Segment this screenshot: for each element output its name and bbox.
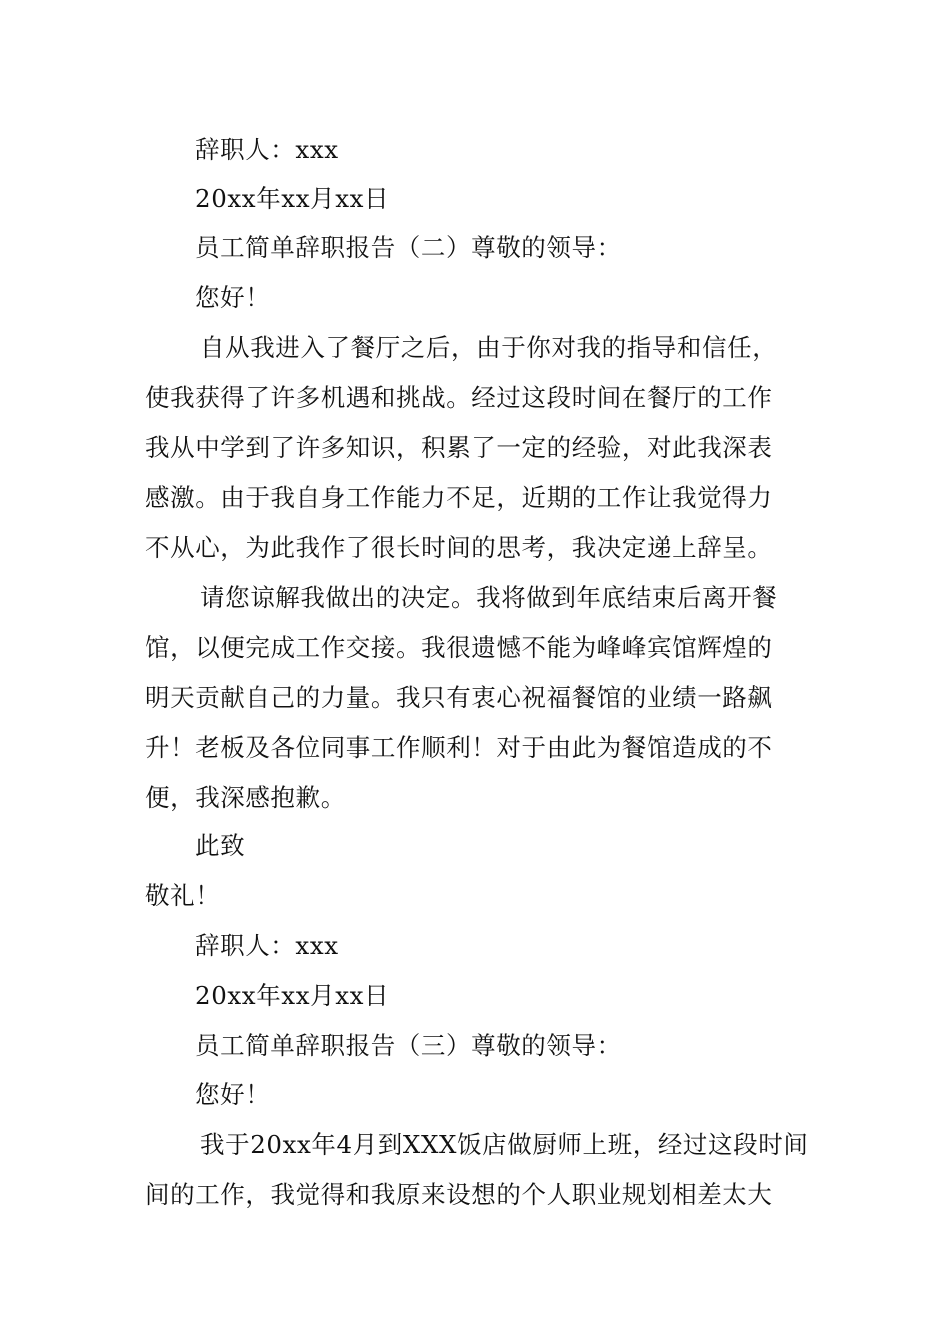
paragraph-line: 自从我进入了餐厅之后，由于你对我的指导和信任， (200, 333, 778, 362)
paragraph-line: 明天贡献自己的力量。我只有衷心祝福餐馆的业绩一路飙 (145, 683, 773, 712)
greeting-line: 您好！ (195, 283, 271, 312)
signature-line: 辞职人：xxx (195, 931, 339, 960)
paragraph-line: 感激。由于我自身工作能力不足，近期的工作让我觉得力 (145, 483, 773, 512)
section-heading: 员工简单辞职报告（二）尊敬的领导： (195, 233, 622, 262)
paragraph-line: 馆，以便完成工作交接。我很遗憾不能为峰峰宾馆辉煌的 (145, 633, 773, 662)
paragraph-line: 我于20xx年4月到XXX饭店做厨师上班，经过这段时间 (200, 1130, 809, 1159)
closing-line: 此致 (195, 831, 246, 860)
paragraph-line: 便，我深感抱歉。 (145, 783, 346, 812)
section-heading: 员工简单辞职报告（三）尊敬的领导： (195, 1031, 622, 1060)
salutation-line: 敬礼！ (145, 881, 221, 910)
signature-line: 辞职人：xxx (195, 135, 339, 164)
paragraph-line: 请您谅解我做出的决定。我将做到年底结束后离开餐 (200, 583, 778, 612)
paragraph-line: 我从中学到了许多知识，积累了一定的经验，对此我深表 (145, 433, 773, 462)
date-line: 20xx年xx月xx日 (195, 981, 390, 1010)
paragraph-line: 使我获得了许多机遇和挑战。经过这段时间在餐厅的工作 (145, 383, 773, 412)
paragraph-line: 升！老板及各位同事工作顺利！对于由此为餐馆造成的不 (145, 733, 773, 762)
paragraph-line: 不从心，为此我作了很长时间的思考，我决定递上辞呈。 (145, 533, 773, 562)
greeting-line: 您好！ (195, 1080, 271, 1109)
paragraph-line: 间的工作，我觉得和我原来设想的个人职业规划相差太大 (145, 1180, 773, 1209)
date-line: 20xx年xx月xx日 (195, 184, 390, 213)
